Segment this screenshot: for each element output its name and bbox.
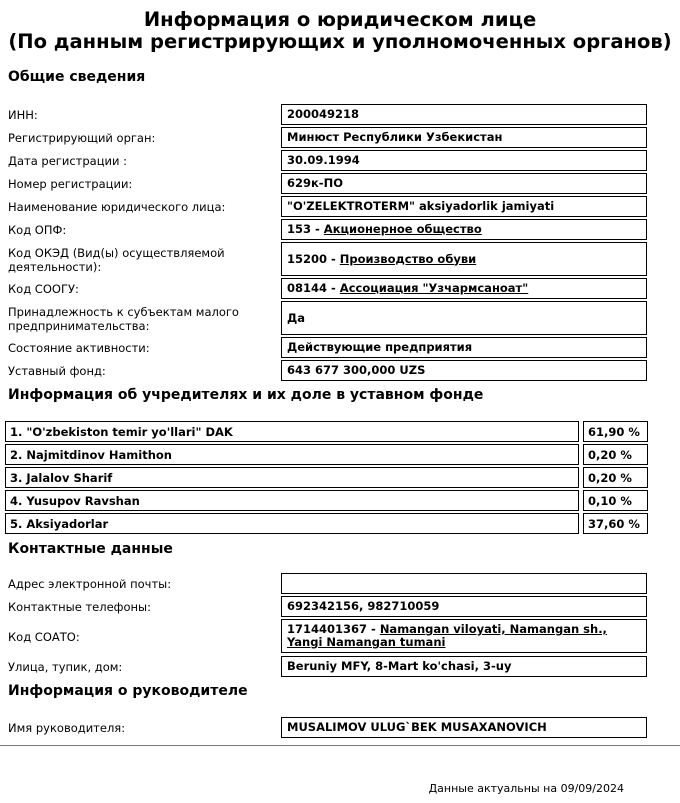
value-manager-name: MUSALIMOV ULUG`BEK MUSAXANOVICH	[281, 717, 647, 738]
value-soato: 1714401367 - Namangan viloyati, Namangan sh., Yangi Namangan tumani	[281, 619, 647, 653]
label-small-business: Принадлежность к субъектам малого предпринимательства:	[8, 305, 239, 333]
value-street: Beruniy MFY, 8-Mart ko'chasi, 3-uy	[281, 656, 647, 677]
label-inn: ИНН:	[8, 108, 38, 122]
section-heading-general: Общие сведения	[8, 69, 146, 85]
value-legal-name: "O'ZELEKTROTERM" aksiyadorlik jamiyati	[281, 196, 647, 217]
label-phones: Контактные телефоны:	[8, 600, 151, 614]
label-opf-code: Код ОПФ:	[8, 223, 67, 237]
value-soogu-code: 08144 - Ассоциация "Узчармсаноат"	[281, 278, 647, 299]
soato-link[interactable]: Namangan viloyati, Namangan sh., Yangi Namangan tumani	[287, 622, 607, 649]
section-heading-contacts: Контактные данные	[8, 541, 173, 557]
founder-share: 0,20 %	[583, 444, 648, 465]
data-actual-date: Данные актуальны на 09/09/2024	[428, 782, 624, 795]
opf-code: 153	[287, 222, 312, 236]
label-manager-name: Имя руководителя:	[8, 721, 126, 735]
value-phones: 692342156, 982710059	[281, 596, 647, 617]
oked-link[interactable]: Производство обуви	[339, 251, 477, 266]
value-oked-code: 15200 - Производство обуви	[281, 242, 647, 276]
label-registration-number: Номер регистрации:	[8, 177, 133, 191]
label-registration-date: Дата регистрации :	[8, 154, 127, 168]
value-registration-number: 629к-ПО	[281, 173, 647, 194]
founder-name: 4. Yusupov Ravshan	[5, 490, 579, 511]
founder-name: 3. Jalalov Sharif	[5, 467, 579, 488]
label-oked-code: Код ОКЭД (Вид(ы) осуществляемой деятельности):	[8, 246, 225, 274]
value-registration-date: 30.09.1994	[281, 150, 647, 171]
value-activity-state: Действующие предприятия	[281, 337, 647, 358]
section-heading-founders: Информация об учредителях и их доле в уставном фонде	[8, 387, 484, 403]
value-email	[281, 573, 647, 594]
label-soogu-code: Код СООГУ:	[8, 282, 79, 296]
value-registering-authority: Минюст Республики Узбекистан	[281, 127, 647, 148]
founder-name: 5. Aksiyadorlar	[5, 513, 579, 534]
page-title-line1: Информация о юридическом лице	[143, 8, 537, 31]
label-email: Адрес электронной почты:	[8, 577, 172, 591]
soato-code: 1714401367	[287, 622, 368, 636]
label-legal-name: Наименование юридического лица:	[8, 200, 226, 214]
value-inn: 200049218	[281, 104, 647, 125]
value-charter-capital: 643 677 300,000 UZS	[281, 360, 647, 381]
oked-code: 15200	[287, 251, 328, 266]
label-soato: Код СОАТО:	[8, 630, 80, 644]
founder-name: 1. "O'zbekiston temir yo'llari" DAK	[5, 421, 579, 442]
value-opf-code: 153 - Акционерное общество	[281, 219, 647, 240]
page-title-line2: (По данным регистрирующих и уполномоченных органов)	[8, 30, 672, 53]
label-street: Улица, тупик, дом:	[8, 660, 123, 674]
label-activity-state: Состояние активности:	[8, 341, 150, 355]
founder-share: 37,60 %	[583, 513, 648, 534]
soogu-code: 08144	[287, 281, 328, 295]
soogu-link[interactable]: Ассоциация "Узчармсаноат"	[339, 281, 529, 295]
founder-share: 61,90 %	[583, 421, 648, 442]
opf-link[interactable]: Акционерное общество	[323, 222, 482, 236]
divider	[0, 745, 680, 746]
founder-share: 0,10 %	[583, 490, 648, 511]
founder-name: 2. Najmitdinov Hamithon	[5, 444, 579, 465]
label-registering-authority: Регистрирующий орган:	[8, 131, 156, 145]
label-charter-capital: Уставный фонд:	[8, 364, 106, 378]
value-small-business: Да	[281, 301, 647, 335]
founder-share: 0,20 %	[583, 467, 648, 488]
section-heading-manager: Информация о руководителе	[8, 683, 248, 699]
page-title	[0, 9, 680, 53]
